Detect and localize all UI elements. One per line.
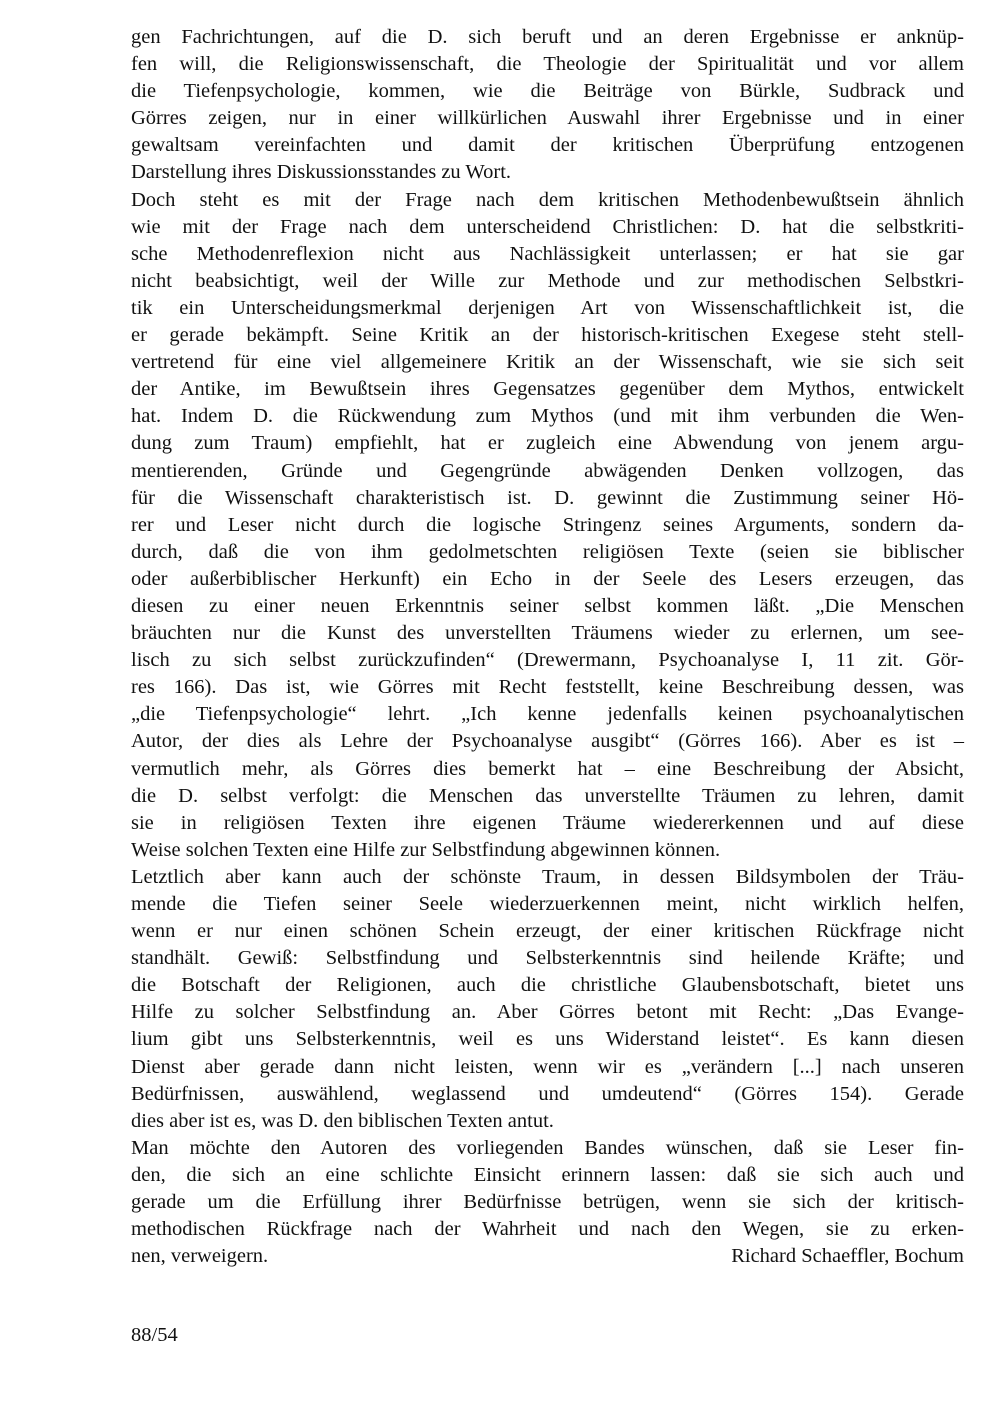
- text-line: er gerade bekämpft. Seine Kritik an der historisch-kritischen Exegese steht stell-: [131, 324, 964, 347]
- text-line: die Botschaft der Religionen, auch die christliche Glaubensbotschaft, bietet uns: [131, 974, 964, 997]
- page-number: 88/54: [131, 1324, 178, 1346]
- text-line: mende die Tiefen seiner Seele wiederzuerkennen meint, nicht wirklich helfen,: [131, 893, 964, 915]
- text-line: tik ein Unterscheidungsmerkmal derjenigen Art von Wissenschaftlichkeit ist, die: [131, 296, 964, 319]
- text-line: Doch steht es mit der Frage nach dem kritischen Methodenbewußtsein ähnlich: [131, 188, 964, 211]
- text-line: res 166). Das ist, wie Görres mit Recht feststellt, keine Beschreibung dessen, was: [131, 676, 964, 699]
- text-line: Man möchte den Autoren des vorliegenden Bandes wünschen, daß sie Leser fin-: [131, 1136, 964, 1159]
- text-line: sche Methodenreflexion nicht aus Nachlässigkeit unterlassen; er hat sie gar: [131, 242, 964, 265]
- text-line: Darstellung ihres Diskussionsstandes zu Wort.: [131, 161, 512, 184]
- text-line: dies aber ist es, was D. den biblischen Texten antut.: [131, 1109, 554, 1132]
- text-line: gen Fachrichtungen, auf die D. sich beruft und an deren Ergebnisse er anknüp-: [131, 26, 964, 48]
- text-line: nen, verweigern.: [131, 1245, 269, 1268]
- text-line: vertretend für eine viel allgemeinere Kritik an der Wissenschaft, wie sie sich seit: [131, 351, 964, 374]
- text-line: Görres zeigen, nur in einer willkürlichen Auswahl ihrer Ergebnisse und in einer: [131, 107, 964, 130]
- text-line: sie in religiösen Texten ihre eigenen Träume wiedererkennen und auf diese: [131, 811, 964, 834]
- text-line: durch, daß die von ihm gedolmetschten religiösen Texte (seien sie biblischer: [131, 540, 964, 563]
- paragraph: [131, 864, 964, 1135]
- closing-line: [131, 1243, 964, 1270]
- text-line: Bedürfnissen, auswählend, weglassend und umdeutend“ (Görres 154). Gerade: [131, 1082, 964, 1105]
- text-line: Dienst aber gerade dann nicht leisten, wenn wir es „verändern [...] nach unseren: [131, 1055, 964, 1078]
- text-line: nicht beabsichtigt, weil der Wille zur Methode und zur methodischen Selbstkri-: [131, 269, 964, 292]
- text-line: wenn er nur einen schönen Schein erzeugt, der einer kritischen Rückfrage nicht: [131, 920, 964, 943]
- text-line: vermutlich mehr, als Görres dies bemerkt hat – eine Beschreibung der Absicht,: [131, 757, 964, 780]
- text-line: lisch zu sich selbst zurückzufinden“ (Drewermann, Psychoanalyse I, 11 zit. Gör-: [131, 649, 964, 672]
- paragraph: [131, 187, 964, 864]
- author-signature: Richard Schaeffler, Bochum: [731, 1245, 964, 1268]
- text-line: hat. Indem D. die Rückwendung zum Mythos (und mit ihm verbunden die Wen-: [131, 405, 964, 428]
- text-line: die D. selbst verfolgt: die Menschen das unverstellte Träumen zu lehren, damit: [131, 784, 964, 807]
- text-line: Hilfe zu solcher Selbstfindung an. Aber Görres betont mit Recht: „Das Evange-: [131, 1001, 964, 1024]
- text-line: fen will, die Religionswissenschaft, die Theologie der Spiritualität und vor allem: [131, 53, 964, 76]
- paragraph: [131, 1135, 964, 1270]
- text-line: die Tiefenpsychologie, kommen, wie die Beiträge von Bürkle, Sudbrack und: [131, 80, 964, 103]
- body-text: [131, 24, 964, 1270]
- text-line: Autor, der dies als Lehre der Psychoanalyse ausgibt“ (Görres 166). Aber es ist –: [131, 730, 964, 753]
- paragraph: [131, 24, 964, 187]
- text-line: Weise solchen Texten eine Hilfe zur Selbstfindung abgewinnen können.: [131, 838, 721, 861]
- text-line: bräuchten nur die Kunst des unverstellten Träumens wieder zu erlernen, um see-: [131, 622, 964, 645]
- text-line: für die Wissenschaft charakteristisch ist. D. gewinnt die Zustimmung seiner Hö-: [131, 486, 964, 509]
- text-line: oder außerbiblischer Herkunft) ein Echo in der Seele des Lesers erzeugen, das: [131, 567, 964, 590]
- text-line: Letztlich aber kann auch der schönste Traum, in dessen Bildsymbolen der Träu-: [131, 865, 964, 888]
- text-line: methodischen Rückfrage nach der Wahrheit und nach den Wegen, sie zu erken-: [131, 1218, 964, 1241]
- text-line: rer und Leser nicht durch die logische Stringenz seines Arguments, sondern da-: [131, 513, 964, 536]
- text-line: den, die sich an eine schlichte Einsicht erinnern lassen: daß sie sich auch und: [131, 1163, 964, 1186]
- text-line: mentierenden, Gründe und Gegengründe abwägenden Denken vollzogen, das: [131, 459, 964, 482]
- text-line: der Antike, im Bewußtsein ihres Gegensatzes gegenüber dem Mythos, entwickelt: [131, 378, 964, 401]
- text-line: „die Tiefenpsychologie“ lehrt. „Ich kenne jedenfalls keinen psychoanalytischen: [131, 703, 964, 726]
- text-line: dung zum Traum) empfiehlt, hat er zugleich eine Abwendung von jenem argu-: [131, 432, 964, 455]
- text-line: gerade um die Erfüllung ihrer Bedürfnisse betrügen, wenn sie sich der kritisch-: [131, 1191, 964, 1214]
- text-line: standhält. Gewiß: Selbstfindung und Selbsterkenntnis sind heilende Kräfte; und: [131, 947, 964, 970]
- text-line: diesen zu einer neuen Erkenntnis seiner selbst kommen läßt. „Die Menschen: [131, 594, 964, 617]
- text-line: gewaltsam vereinfachten und damit der kritischen Überprüfung entzogenen: [131, 134, 964, 157]
- text-line: wie mit der Frage nach dem unterscheidend Christlichen: D. hat die selbstkriti-: [131, 215, 964, 238]
- text-line: lium gibt uns Selbsterkenntnis, weil es uns Widerstand leistet“. Es kann diesen: [131, 1028, 964, 1051]
